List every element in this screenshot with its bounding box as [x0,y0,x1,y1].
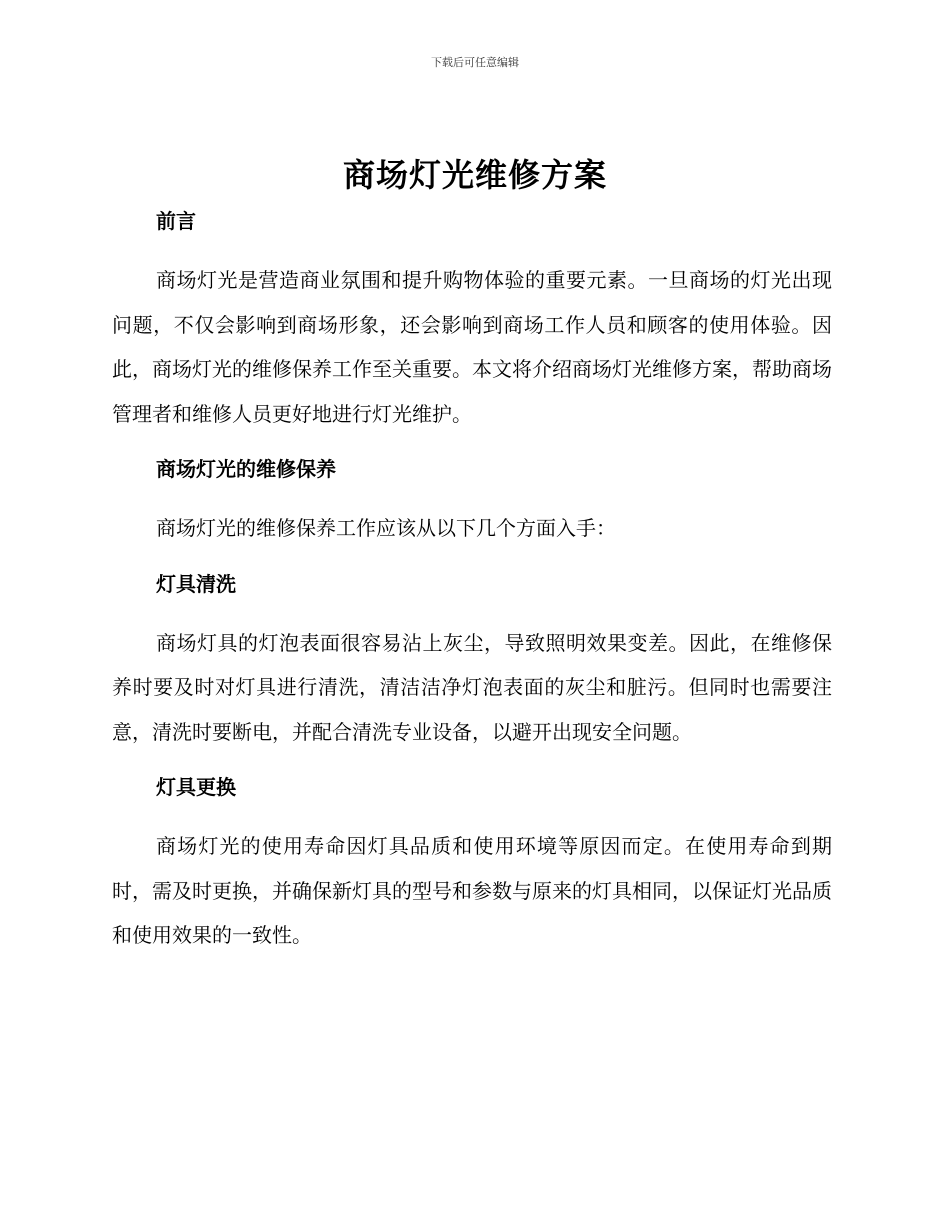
document-title: 商场灯光维修方案 [342,156,607,194]
section-paragraph-cleaning: 商场灯具的灯泡表面很容易沾上灰尘，导致照明效果变差。因此，在维修保养时要及时对灯具进行清洗，清洁洁净灯泡表面的灰尘和脏污。但同时也需要注意，清洗时要断电，并配合清洗专业设备，以避开出现安全问题。 [112,630,832,744]
document-body [112,200,832,958]
header-note: 下载后可任意编辑 [431,56,519,69]
section-heading-maintenance: 商场灯光的维修保养 [156,457,336,481]
section-paragraph-replacement: 商场灯光的使用寿命因灯具品质和使用环境等原因而定。在使用寿命到期时，需及时更换，并确保新灯具的型号和参数与原来的灯具相同，以保证灯光品质和使用效果的一致性。 [112,834,832,947]
section-paragraph-maintenance: 商场灯光的维修保养工作应该从以下几个方面入手： [156,516,616,540]
section-heading-cleaning: 灯具清洗 [156,571,236,596]
section-heading-replacement: 灯具更换 [156,775,236,799]
section-paragraph-preface: 商场灯光是营造商业氛围和提升购物体验的重要元素。一旦商场的灯光出现问题，不仅会影响到商场形象，还会影响到商场工作人员和顾客的使用体验。因此，商场灯光的维修保养工作至关重要。本文将介绍商场灯光维修方案，帮助商场管理者和维修人员更好地进行灯光维护。 [112,268,832,426]
section-heading-preface: 前言 [156,209,196,233]
